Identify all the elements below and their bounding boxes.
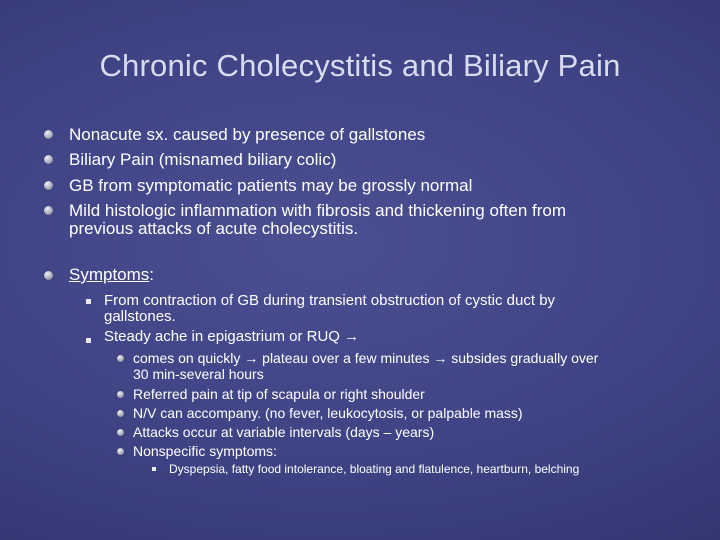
detail-text: comes on quickly → plateau over a few minutes → subsides gradually over xyxy=(133,350,599,366)
symptoms-heading xyxy=(69,265,154,284)
detail-text: N/V can accompany. (no fever, leukocytosis, or palpable mass) xyxy=(133,405,523,421)
detail-text: Referred pain at tip of scapula or right shoulder xyxy=(133,386,425,402)
square-bullet-icon xyxy=(152,467,156,471)
detail-text-continuation: 30 min-several hours xyxy=(133,366,264,382)
bullet-text: Mild histologic inflammation with fibrosis and thickening often from xyxy=(69,201,567,220)
bullet-icon xyxy=(44,181,53,190)
detail-text: Nonspecific symptoms: xyxy=(133,443,277,459)
bullet-icon xyxy=(44,130,53,139)
symptoms-heading-text: Symptoms xyxy=(69,265,150,284)
bullet-icon xyxy=(44,206,53,215)
nonspecific-symptoms-text: Dyspepsia, fatty food intolerance, bloating and flatulence, heartburn, belching xyxy=(169,462,580,476)
symptoms-heading-colon: : xyxy=(149,265,155,284)
bullet-text: Nonacute sx. caused by presence of gallstones xyxy=(69,125,426,144)
square-bullet-icon xyxy=(86,338,91,343)
square-bullet-icon xyxy=(86,299,91,304)
sub-bullet-text: Steady ache in epigastrium or RUQ → xyxy=(104,328,360,345)
bullet-icon xyxy=(44,271,53,280)
bullet-icon xyxy=(44,155,53,164)
bullet-icon xyxy=(117,391,124,398)
bullet-icon xyxy=(117,448,124,455)
bullet-icon xyxy=(117,429,124,436)
slide-title: Chronic Cholecystitis and Biliary Pain xyxy=(99,48,621,83)
sub-bullet-text-continuation: gallstones. xyxy=(104,308,176,325)
bullet-text-continuation: previous attacks of acute cholecystitis. xyxy=(69,219,359,238)
bullet-text: Biliary Pain (misnamed biliary colic) xyxy=(69,150,337,169)
sub-bullet-text: From contraction of GB during transient obstruction of cystic duct by xyxy=(104,292,556,309)
bullet-icon xyxy=(117,355,124,362)
bullet-text: GB from symptomatic patients may be grossly normal xyxy=(69,176,473,195)
detail-text: Attacks occur at variable intervals (days – years) xyxy=(133,424,435,440)
bullet-icon xyxy=(117,410,124,417)
